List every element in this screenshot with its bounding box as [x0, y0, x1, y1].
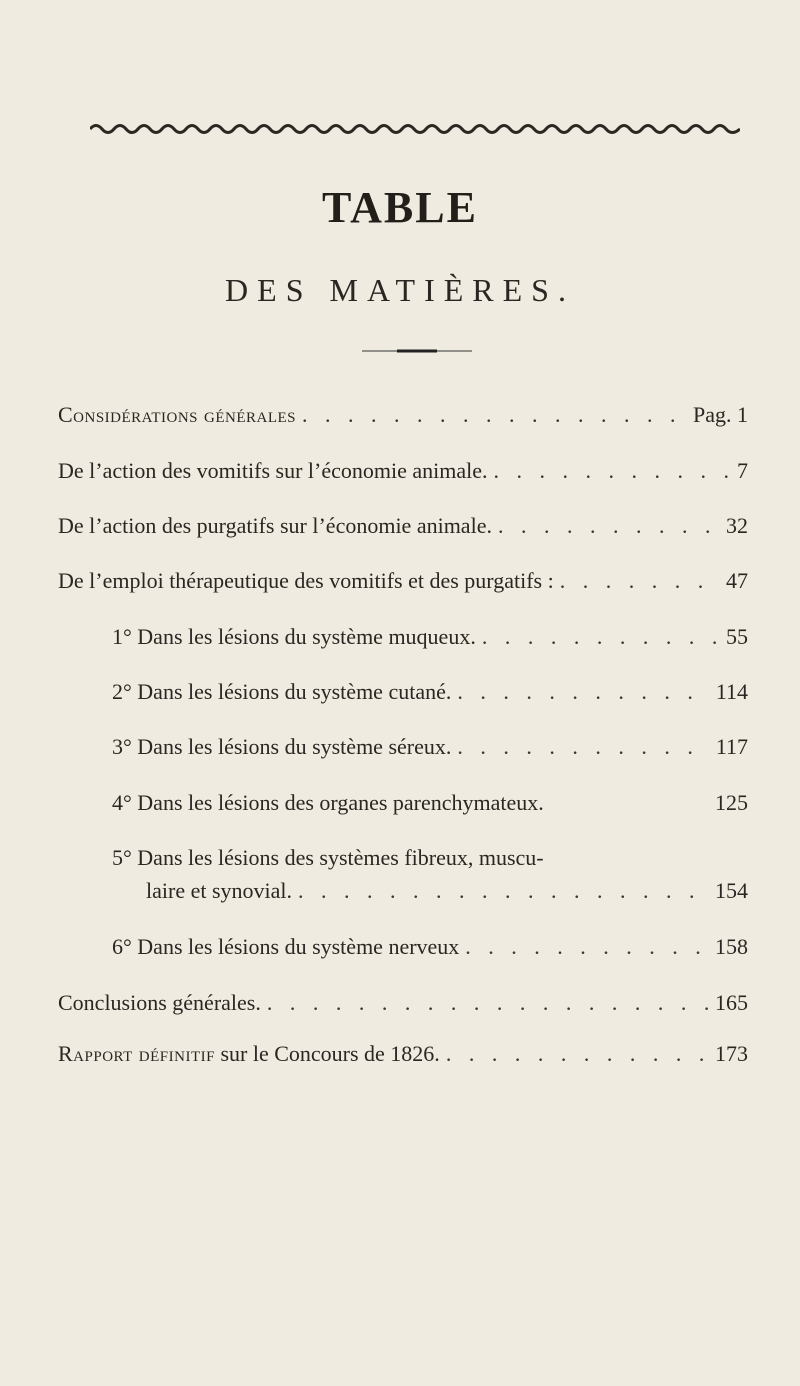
leader-dots: [482, 624, 720, 650]
toc-entry-label: Considérations générales: [58, 402, 297, 427]
leader-dots: [465, 934, 709, 960]
toc-entry-continuation[interactable]: [146, 878, 748, 904]
toc-entry-page: Pag. 1: [693, 402, 748, 427]
toc-entry[interactable]: [112, 624, 748, 650]
toc-entry-page: 173: [715, 1041, 748, 1066]
divider-rule-icon: [362, 349, 472, 353]
leader-dots: [298, 878, 709, 904]
decorative-ornament-band: [90, 122, 740, 136]
toc-entry[interactable]: [58, 990, 748, 1016]
leader-dots: [267, 990, 709, 1016]
leader-dots: [498, 513, 720, 539]
toc-entry-page: 32: [726, 513, 748, 538]
toc-entry[interactable]: [112, 734, 748, 760]
toc-entry-label: 3° Dans les lésions du système séreux.: [112, 734, 452, 759]
toc-entry[interactable]: [112, 790, 748, 816]
toc-entry-label: 2° Dans les lésions du système cutané.: [112, 679, 452, 704]
toc-entry-label: De l’action des vomitifs sur l’économie animale.: [58, 458, 488, 483]
toc-entry-label: De l’emploi thérapeutique des vomitifs et des purgatifs :: [58, 568, 554, 593]
toc-entry-label: Conclusions générales.: [58, 990, 261, 1015]
leader-dots: [446, 1041, 709, 1067]
leader-dots: [560, 568, 720, 594]
toc-entry-page: 154: [715, 878, 748, 903]
toc-entry-page: 165: [715, 990, 748, 1015]
toc-entry-label: 6° Dans les lésions du système nerveux: [112, 934, 460, 959]
toc-entry[interactable]: [58, 513, 748, 539]
ornament-wave-icon: [90, 122, 740, 136]
title-divider: [362, 349, 472, 353]
toc-entry-label-rest: sur le Concours de 1826.: [214, 1041, 440, 1066]
leader-dots: [457, 679, 709, 705]
toc-entry-page: 7: [737, 458, 748, 483]
toc-entry[interactable]: [58, 402, 748, 428]
toc-entry-page: 158: [715, 934, 748, 959]
leader-dots: [493, 458, 731, 484]
toc-entry-page: 125: [715, 790, 748, 815]
toc-entry-page: 47: [726, 568, 748, 593]
toc-entry-label: laire et synovial.: [146, 878, 293, 903]
toc-entry-label: 5° Dans les lésions des systèmes fibreux, muscu-: [112, 845, 544, 870]
page-subtitle: DES MATIÈRES.: [225, 272, 575, 308]
toc-entry-label: 4° Dans les lésions des organes parenchymateux.: [112, 790, 544, 815]
leader-dots: [302, 402, 687, 428]
toc-entry-label: [58, 1041, 440, 1067]
toc-entry-page: 114: [715, 679, 748, 704]
toc-entry[interactable]: [58, 458, 748, 484]
toc-entry-label: 1° Dans les lésions du système muqueux.: [112, 624, 476, 649]
toc-entry-page: 117: [715, 734, 748, 759]
toc-entry[interactable]: [112, 679, 748, 705]
toc-entry[interactable]: [58, 1041, 748, 1067]
toc-entry[interactable]: [112, 845, 748, 871]
toc-entry-label: De l’action des purgatifs sur l’économie animale.: [58, 513, 492, 538]
toc-entry-label-smallcaps: Rapport définitif: [58, 1041, 215, 1066]
page-title: TABLE: [322, 183, 478, 232]
toc-entry-page: 55: [726, 624, 748, 649]
leader-dots: [457, 734, 709, 760]
toc-entry[interactable]: [58, 568, 748, 594]
toc-entry[interactable]: [112, 934, 748, 960]
